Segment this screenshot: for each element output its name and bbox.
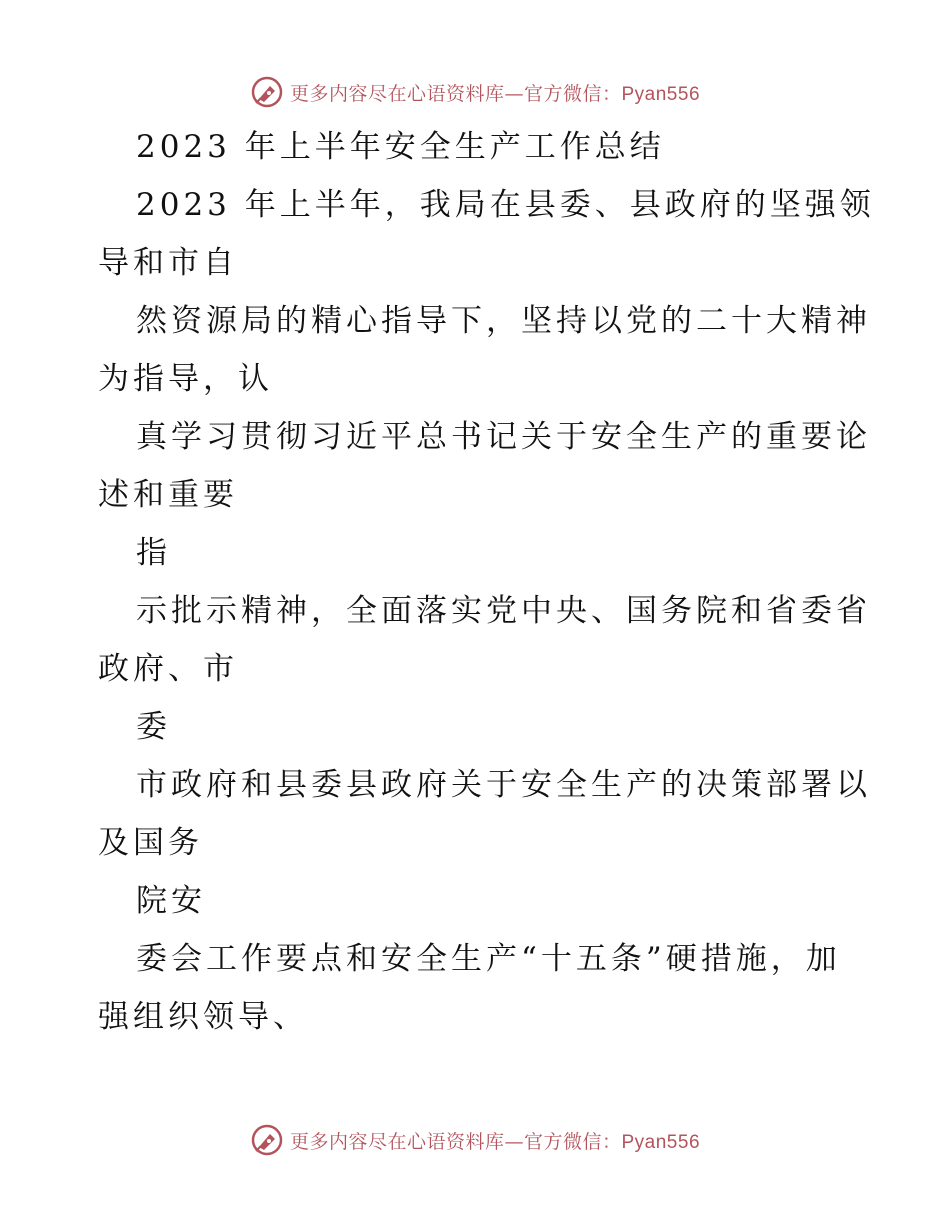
paragraph-line: 政府、市	[98, 651, 238, 687]
footer-watermark	[0, 1120, 950, 1160]
wechat-id: Pyan556	[621, 83, 701, 105]
watermark-text: 更多内容尽在心语资料库—官方微信：Pyan556	[289, 82, 701, 105]
paragraph-line: 真学习贯彻习近平总书记关于安全生产的重要论	[136, 419, 871, 455]
paragraph-line: 述和重要	[98, 477, 238, 513]
paragraph-line: 然资源局的精心指导下，坚持以党的二十大精神	[136, 303, 871, 339]
paragraph-line: 示批示精神，全面落实党中央、国务院和省委省	[136, 593, 871, 629]
watermark-text: 更多内容尽在心语资料库—官方微信：Pyan556	[289, 1130, 701, 1153]
paragraph-line: 及国务	[98, 825, 203, 861]
paragraph-line: 为指导，认	[98, 361, 273, 397]
paragraph-line: 院安	[136, 883, 206, 919]
paragraph-line: 2023 年上半年，我局在县委、县政府的坚强领	[136, 187, 875, 223]
paragraph-line: 指	[136, 535, 171, 571]
wechat-id: Pyan556	[621, 1131, 701, 1153]
paragraph-line: 市政府和县委县政府关于安全生产的决策部署以	[136, 767, 871, 803]
paragraph-line: 委	[136, 709, 171, 745]
pen-nib-logo-icon	[250, 75, 284, 109]
header-watermark	[0, 72, 950, 112]
document-title: 2023 年上半年安全生产工作总结	[136, 129, 665, 165]
pen-nib-logo-icon	[250, 1123, 284, 1157]
paragraph-line: 强组织领导、	[98, 999, 308, 1035]
paragraph-line: 委会工作要点和安全生产“十五条”硬措施，加	[136, 941, 841, 977]
document-body	[98, 118, 875, 1046]
paragraph-line: 导和市自	[98, 245, 238, 281]
